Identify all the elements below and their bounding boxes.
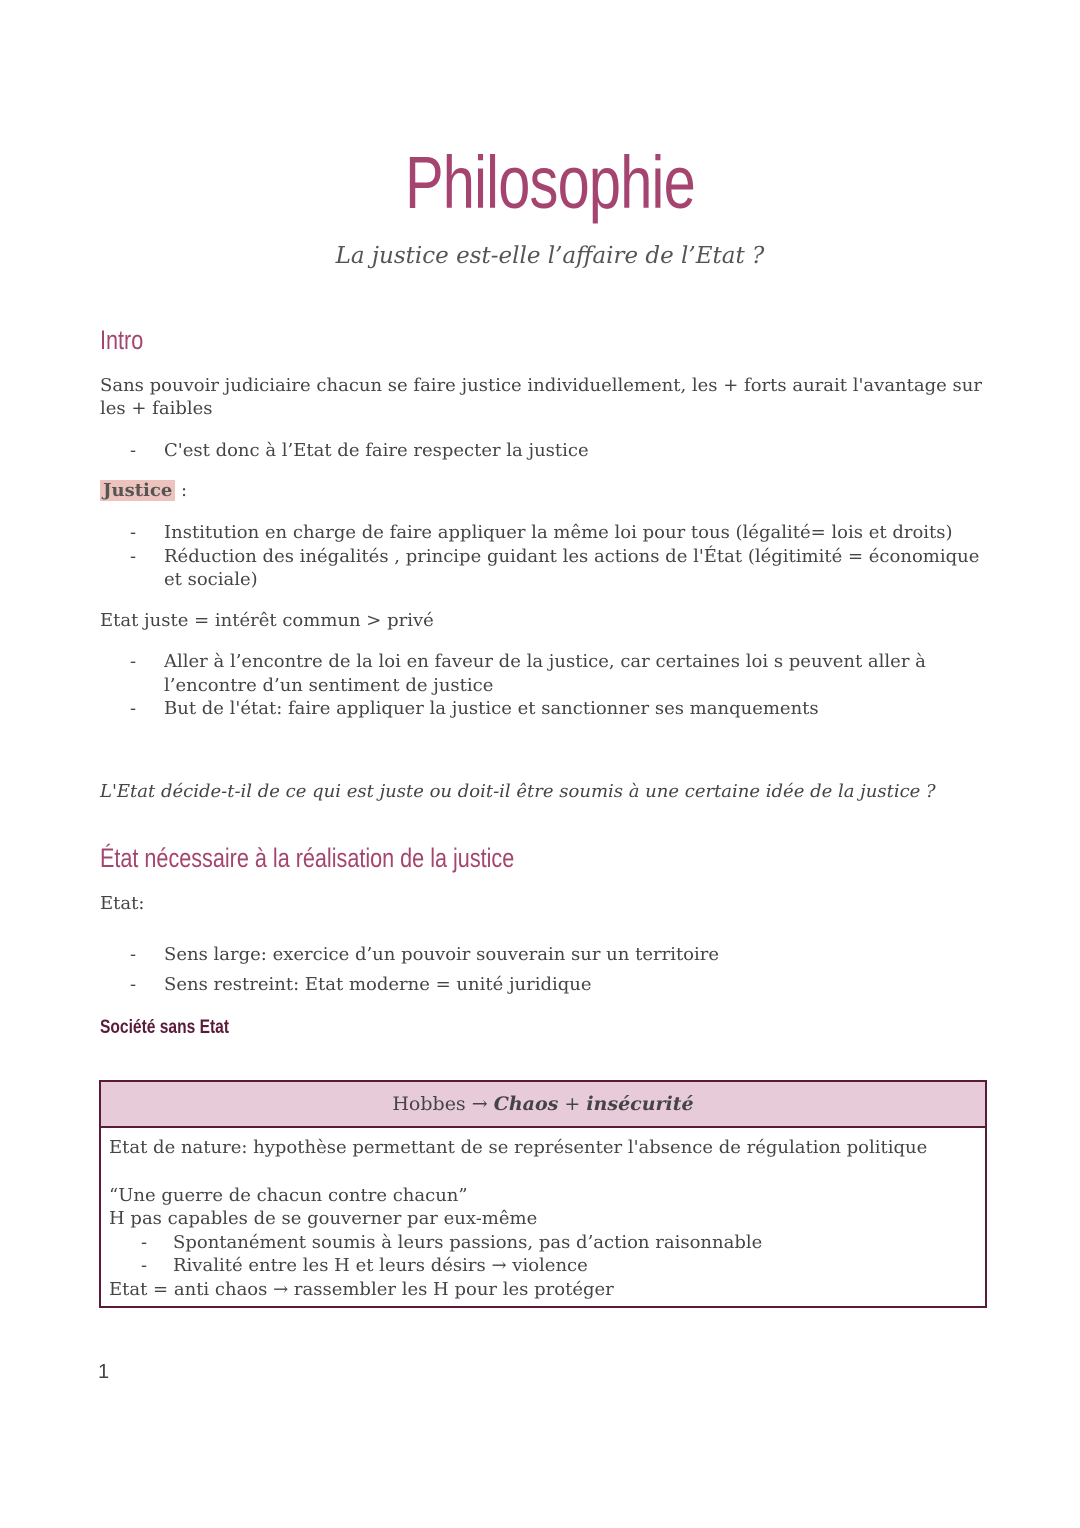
etat-juste-line: Etat juste = intérêt commun > privé — [100, 610, 434, 631]
hobbes-line-3: Etat = anti chaos → rassembler les H pour les protéger — [109, 1278, 614, 1300]
subsection-heading: Société sans Etat — [100, 1017, 230, 1038]
page-number: 1 — [98, 1361, 110, 1383]
list-item: - Réduction des inégalités , principe guidant les actions de l'État (légitimité = économique et sociale) — [130, 545, 1000, 592]
list-item: - But de l'état: faire appliquer la justice et sanctionner ses manquements — [130, 697, 1000, 721]
page-subtitle: La justice est-elle l’affaire de l’Etat ? — [335, 243, 765, 269]
intro-paragraph: Sans pouvoir judiciaire chacun se faire justice individuellement, les + forts aurait l'avantage sur les + faibles — [100, 375, 982, 419]
justice-definition-label — [100, 479, 1000, 502]
intro-bullet-list — [130, 439, 1000, 463]
intro-heading: Intro — [100, 325, 144, 355]
list-item: - Rivalité entre les H et leurs désirs → violence — [141, 1254, 977, 1278]
section-heading: État nécessaire à la réalisation de la justice — [100, 843, 515, 873]
hobbes-box-header — [101, 1082, 985, 1128]
hobbes-chaos: Chaos — [493, 1093, 559, 1115]
list-item: - Sens restreint: Etat moderne = unité juridique — [130, 970, 1000, 1000]
justice-term: Justice — [100, 480, 175, 501]
etat-juste-bullet-list — [130, 650, 1000, 721]
hobbes-author: Hobbes → — [392, 1093, 488, 1115]
list-item: - Spontanément soumis à leurs passions, pas d’action raisonnable — [141, 1231, 977, 1255]
hobbes-box-body — [101, 1128, 985, 1309]
justice-bullet-list — [130, 521, 1000, 592]
list-item: - Institution en charge de faire appliquer la même loi pour tous (légalité= lois et droits) — [130, 521, 1000, 545]
hobbes-bullet-list — [109, 1231, 977, 1278]
etat-definition-list — [130, 940, 1000, 1000]
problem-question: L'Etat décide-t-il de ce qui est juste ou doit-il être soumis à une certaine idée de la justice ? — [100, 781, 936, 802]
hobbes-box — [99, 1080, 987, 1308]
justice-colon: : — [181, 480, 188, 501]
hobbes-quote: “Une guerre de chacun contre chacun” — [109, 1184, 468, 1206]
list-item: - C'est donc à l’Etat de faire respecter la justice — [130, 439, 1000, 463]
etat-de-nature-line: Etat de nature: hypothèse permettant de se représenter l'absence de régulation politique — [109, 1137, 928, 1158]
etat-label: Etat: — [100, 893, 145, 914]
list-item: - Sens large: exercice d’un pouvoir souverain sur un territoire — [130, 940, 1000, 970]
hobbes-insecurite: insécurité — [586, 1093, 694, 1115]
page-title: Philosophie — [405, 141, 695, 224]
hobbes-plus: + — [564, 1093, 581, 1115]
list-item: - Aller à l’encontre de la loi en faveur de la justice, car certaines loi s peuvent aller à l’encontre d’un sentiment de justice — [130, 650, 1000, 697]
hobbes-line-2: H pas capables de se gouverner par eux-même — [109, 1208, 538, 1229]
